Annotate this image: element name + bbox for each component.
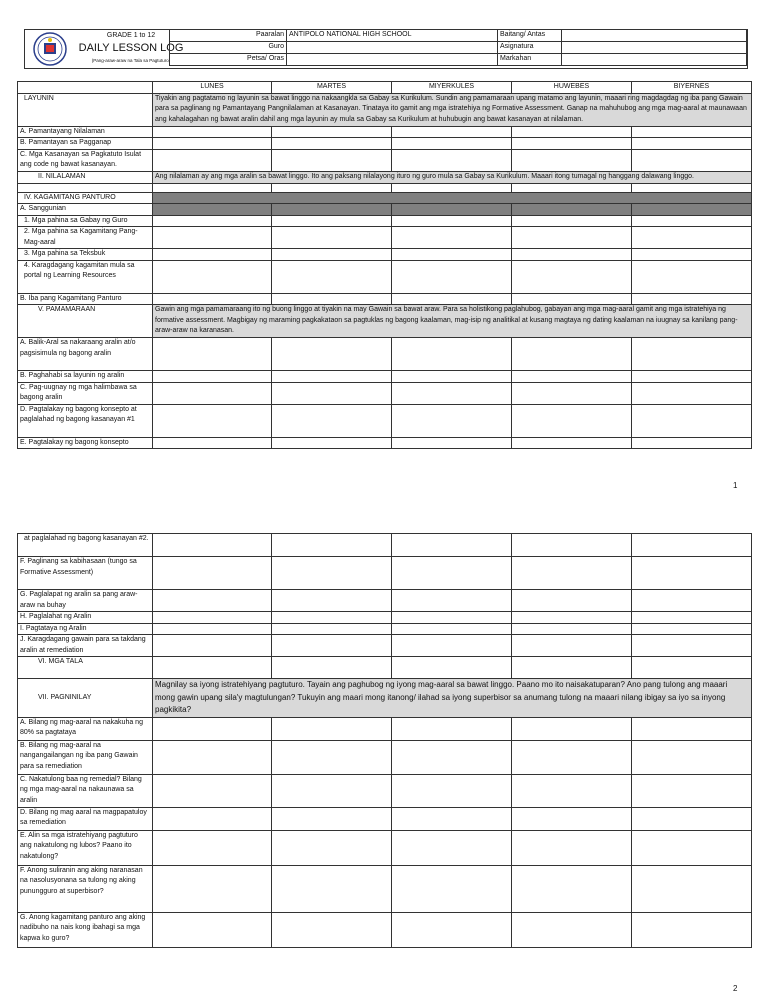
row-label: C. Pag-uugnay ng mga halimbawa sa bagong aralin [18, 382, 153, 404]
school-value: ANTIPOLO NATIONAL HIGH SCHOOL [287, 30, 498, 42]
subject-label: Asignatura [498, 42, 562, 54]
sanggunian-row [18, 204, 752, 216]
entry-cell[interactable] [153, 657, 272, 679]
entry-cell[interactable] [153, 382, 272, 404]
pamamaraan-text: Gawin ang mga pamamaraang ito ng buong linggo at tiyakin na may Gawain sa bawat araw. Para sa holistikong paglahubog, gabayan ang mga mag-aaral gamit ang mga istratehiya ng formative assessment. Magbigay ng maraming pagkakataon sa pagtuklas ng bagong kaalaman, mag-isip ng analitikal at kusang magtaya ng dating kaalaman na iuugnay sa kanilang pang-araw-araw na karanasan. [153, 305, 752, 338]
kagamitan-label: IV. KAGAMITANG PANTURO [18, 192, 153, 204]
entry-cell[interactable] [512, 774, 632, 807]
entry-cell[interactable] [392, 149, 512, 171]
lesson-log-table-page1 [17, 81, 752, 449]
entry-cell[interactable] [153, 371, 272, 383]
subject-value [562, 42, 747, 54]
row-label: A. Bilang ng mag-aaral na nakakuha ng 80% sa pagtataya [18, 717, 153, 740]
row-label: H. Paglalahat ng Aralin [18, 612, 153, 624]
entry-cell[interactable] [632, 215, 752, 227]
kagamitan-row [18, 192, 752, 204]
row-label: B. Pamantayan sa Pagganap [18, 138, 153, 150]
pamamaraan-label: V. PAMAMARAAN [18, 305, 153, 338]
entry-cell[interactable] [632, 338, 752, 371]
grade-level-value [562, 30, 747, 42]
table-row [18, 260, 752, 293]
spacer-row [18, 183, 752, 192]
entry-cell[interactable] [512, 437, 632, 449]
day-thursday: HUWEBES [512, 82, 632, 94]
header-row [170, 42, 747, 54]
entry-cell[interactable] [153, 338, 272, 371]
entry-cell[interactable] [392, 807, 512, 830]
table-row [18, 138, 752, 150]
entry-cell[interactable] [512, 126, 632, 138]
entry-cell[interactable] [272, 912, 392, 947]
table-row [18, 371, 752, 383]
table-row [18, 865, 752, 912]
entry-cell[interactable] [153, 774, 272, 807]
day-friday: BIYERNES [632, 82, 752, 94]
entry-cell[interactable] [392, 912, 512, 947]
pagninilay-row [18, 679, 752, 718]
header-row [170, 30, 747, 42]
entry-cell[interactable] [272, 338, 392, 371]
kagamitan-fill [153, 192, 752, 204]
row-label: G. Paglalapat ng aralin sa pang araw-araw na buhay [18, 590, 153, 612]
entry-cell[interactable] [272, 249, 392, 261]
entry-cell[interactable] [512, 557, 632, 590]
entry-cell[interactable] [272, 149, 392, 171]
entry-cell[interactable] [153, 249, 272, 261]
blank-cell [512, 183, 632, 192]
entry-cell[interactable] [512, 865, 632, 912]
day-header-row [18, 82, 752, 94]
entry-cell[interactable] [153, 557, 272, 590]
entry-cell[interactable] [153, 215, 272, 227]
blank-cell [392, 183, 512, 192]
table-row [18, 293, 752, 305]
entry-cell[interactable] [272, 215, 392, 227]
table-row [18, 912, 752, 947]
table-row [18, 437, 752, 449]
entry-cell[interactable] [632, 138, 752, 150]
entry-cell[interactable] [272, 138, 392, 150]
entry-cell[interactable] [272, 740, 392, 774]
date-time-value [287, 54, 498, 66]
nilalaman-label: II. NILALAMAN [18, 171, 153, 183]
entry-cell[interactable] [632, 437, 752, 449]
entry-cell[interactable] [512, 657, 632, 679]
table-row [18, 612, 752, 624]
entry-cell[interactable] [272, 404, 392, 437]
entry-cell[interactable] [512, 807, 632, 830]
table-row [18, 404, 752, 437]
entry-cell[interactable] [632, 126, 752, 138]
row-label: J. Karagdagang gawain para sa takdang aralin at remediation [18, 635, 153, 657]
document-title: DAILY LESSON LOG [78, 42, 184, 54]
entry-cell[interactable] [392, 657, 512, 679]
entry-cell[interactable] [512, 215, 632, 227]
entry-cell[interactable] [512, 249, 632, 261]
table-row [18, 215, 752, 227]
layunin-text: Tiyakin ang pagtatamo ng layunin sa bawat linggo na nakaangkla sa Gabay sa Kurikulum. Sundin ang pamamaraan upang matamo ang layunin, maaari ring magdagdag ng iba pang Gawain para sa paglinang ng Pamantayang Pangnilalaman at Kasanayan. Tinataya ito gamit ang mga istratehiya ng Formative Assessment. Ganap na mahuhubog ang mga mag-aaral at maunawaan ang kahalagahan ng bawat aralin dahil ang mga layunin ay mula sa Gabay sa Kurikulum at huhubugin ang bawat kasanayan at nilalaman. [153, 93, 752, 126]
entry-cell[interactable] [272, 260, 392, 293]
entry-cell[interactable] [153, 126, 272, 138]
row-label: B. Bilang ng mag-aaral na nangangailangan ng iba pang Gawain para sa remediation [18, 740, 153, 774]
entry-cell[interactable] [272, 717, 392, 740]
table-row [18, 807, 752, 830]
entry-cell[interactable] [153, 623, 272, 635]
entry-cell[interactable] [272, 774, 392, 807]
row-label: F. Paglinang sa kabihasaan (tungo sa Formative Assessment) [18, 557, 153, 590]
row-label: 2. Mga pahina sa Kagamitang Pang-Mag-aaral [18, 227, 153, 249]
entry-cell[interactable] [392, 260, 512, 293]
sanggunian-label: A. Sanggunian [18, 204, 153, 216]
entry-cell[interactable] [512, 382, 632, 404]
table-row [18, 249, 752, 261]
pamamaraan-row [18, 305, 752, 338]
entry-cell[interactable] [392, 774, 512, 807]
quarter-label: Markahan [498, 54, 562, 66]
quarter-value [562, 54, 747, 66]
entry-cell[interactable] [392, 126, 512, 138]
entry-cell[interactable] [392, 227, 512, 249]
entry-cell[interactable] [632, 912, 752, 947]
teacher-value [287, 42, 498, 54]
entry-cell[interactable] [272, 612, 392, 624]
entry-cell[interactable] [632, 534, 752, 557]
mga-tala-row [18, 657, 752, 679]
entry-cell[interactable] [153, 635, 272, 657]
entry-cell[interactable] [153, 149, 272, 171]
entry-cell[interactable] [632, 249, 752, 261]
blank-cell [272, 183, 392, 192]
entry-cell[interactable] [632, 623, 752, 635]
row-label: C. Mga Kasanayan sa Pagkatuto Isulat ang code ng bawat kasanayan. [18, 149, 153, 171]
entry-cell[interactable] [153, 830, 272, 865]
entry-cell[interactable] [392, 437, 512, 449]
entry-cell[interactable] [512, 404, 632, 437]
entry-cell[interactable] [512, 623, 632, 635]
entry-cell[interactable] [512, 635, 632, 657]
entry-cell[interactable] [392, 215, 512, 227]
table-row [18, 623, 752, 635]
entry-cell[interactable] [632, 807, 752, 830]
entry-cell[interactable] [153, 590, 272, 612]
header-fields-table [169, 29, 747, 66]
entry-cell[interactable] [392, 534, 512, 557]
table-row [18, 590, 752, 612]
entry-cell[interactable] [272, 437, 392, 449]
shaded-cell [153, 204, 272, 216]
entry-cell[interactable] [272, 590, 392, 612]
row-label: A. Pamantayang Nilalaman [18, 126, 153, 138]
page-number-1: 1 [733, 481, 738, 490]
entry-cell[interactable] [632, 590, 752, 612]
entry-cell[interactable] [153, 807, 272, 830]
entry-cell[interactable] [153, 717, 272, 740]
entry-cell[interactable] [632, 371, 752, 383]
entry-cell[interactable] [632, 382, 752, 404]
entry-cell[interactable] [632, 149, 752, 171]
entry-cell[interactable] [632, 404, 752, 437]
entry-cell[interactable] [392, 404, 512, 437]
entry-cell[interactable] [512, 149, 632, 171]
entry-cell[interactable] [632, 612, 752, 624]
row-label: 3. Mga pahina sa Teksbuk [18, 249, 153, 261]
entry-cell[interactable] [153, 865, 272, 912]
table-row [18, 830, 752, 865]
entry-cell[interactable] [392, 338, 512, 371]
grade-label: GRADE 1 to 12 [106, 32, 156, 39]
entry-cell[interactable] [512, 590, 632, 612]
nilalaman-text: Ang nilalaman ay ang mga aralin sa bawat linggo. Ito ang paksang nilalayong ituro ng guro mula sa Gabay sa Kurikulum. Maaari itong tumagal ng hanggang dalawang linggo. [153, 171, 752, 183]
pagninilay-label: VII. PAGNINILAY [18, 679, 153, 718]
table-row [18, 149, 752, 171]
entry-cell[interactable] [272, 865, 392, 912]
row-label: at paglalahad ng bagong kasanayan #2. [18, 534, 153, 557]
entry-cell[interactable] [632, 774, 752, 807]
entry-cell[interactable] [392, 590, 512, 612]
entry-cell[interactable] [632, 557, 752, 590]
entry-cell[interactable] [272, 830, 392, 865]
row-label: E. Pagtalakay ng bagong konsepto [18, 437, 153, 449]
nilalaman-row [18, 171, 752, 183]
day-monday: LUNES [153, 82, 272, 94]
entry-cell[interactable] [153, 138, 272, 150]
entry-cell[interactable] [153, 912, 272, 947]
entry-cell[interactable] [153, 534, 272, 557]
row-label: 4. Karagdagang kagamitan mula sa portal ng Learning Resources [18, 260, 153, 293]
entry-cell[interactable] [272, 534, 392, 557]
page-number-2: 2 [733, 984, 738, 993]
row-label: B. Paghahabi sa layunin ng aralin [18, 371, 153, 383]
table-row [18, 717, 752, 740]
entry-cell[interactable] [632, 865, 752, 912]
table-row [18, 126, 752, 138]
entry-cell[interactable] [512, 612, 632, 624]
entry-cell[interactable] [392, 717, 512, 740]
entry-cell[interactable] [512, 717, 632, 740]
entry-cell[interactable] [392, 138, 512, 150]
entry-cell[interactable] [272, 382, 392, 404]
entry-cell[interactable] [392, 557, 512, 590]
entry-cell[interactable] [392, 740, 512, 774]
layunin-row [18, 93, 752, 126]
shaded-cell [392, 204, 512, 216]
entry-cell[interactable] [153, 612, 272, 624]
table-row [18, 534, 752, 557]
row-label: C. Nakatulong baa ng remedial? Bilang ng mga mag-aaral na nakaunawa sa aralin [18, 774, 153, 807]
row-label: 1. Mga pahina sa Gabay ng Guro [18, 215, 153, 227]
entry-cell[interactable] [632, 717, 752, 740]
row-label: D. Bilang ng mag aaral na magpapatuloy sa remediation [18, 807, 153, 830]
entry-cell[interactable] [392, 371, 512, 383]
entry-cell[interactable] [392, 612, 512, 624]
table-row [18, 635, 752, 657]
entry-cell[interactable] [153, 404, 272, 437]
entry-cell[interactable] [512, 338, 632, 371]
table-row [18, 338, 752, 371]
day-tuesday: MARTES [272, 82, 392, 94]
entry-cell[interactable] [512, 830, 632, 865]
entry-cell[interactable] [272, 371, 392, 383]
school-label: Paaralan [170, 30, 287, 42]
deped-seal-icon [33, 32, 67, 66]
table-row [18, 227, 752, 249]
entry-cell[interactable] [512, 534, 632, 557]
shaded-cell [512, 204, 632, 216]
entry-cell[interactable] [153, 740, 272, 774]
header-row [170, 54, 747, 66]
entry-cell[interactable] [392, 293, 512, 305]
row-label: I. Pagtataya ng Aralin [18, 623, 153, 635]
entry-cell[interactable] [272, 807, 392, 830]
layunin-label: LAYUNIN [18, 93, 153, 126]
entry-cell[interactable] [512, 912, 632, 947]
entry-cell[interactable] [153, 260, 272, 293]
entry-cell[interactable] [512, 371, 632, 383]
blank-cell [18, 82, 153, 94]
entry-cell[interactable] [632, 260, 752, 293]
row-label: A. Balik-Aral sa nakaraang aralin at/o pagsisimula ng bagong aralin [18, 338, 153, 371]
entry-cell[interactable] [632, 657, 752, 679]
entry-cell[interactable] [272, 227, 392, 249]
teacher-label: Guro [170, 42, 287, 54]
entry-cell[interactable] [392, 865, 512, 912]
entry-cell[interactable] [272, 657, 392, 679]
row-label: E. Alin sa mga istratehiyang pagtuturo ang nakatulong ng lubos? Paano ito nakatulong? [18, 830, 153, 865]
entry-cell[interactable] [272, 557, 392, 590]
table-row [18, 382, 752, 404]
pagninilay-text: Magnilay sa iyong istratehiyang pagtuturo. Tayain ang paghubog ng iyong mag-aaral sa bawat linggo. Paano mo ito naisakatuparan? Ano pang tulong ang maaari mong gawin upang sila'y magtulungan? Tukuyin ang maari mong itanong/ ilahad sa iyong superbisor sa anumang tulong na maaari nilang ibigay sa iyo sa inyong pagkikita? [153, 679, 752, 718]
document-subtitle: (Pang-araw-araw na Tala sa Pagtuturo) [91, 58, 171, 63]
row-label: G. Anong kagamitang panturo ang aking nadibuho na nais kong ibahagi sa mga kapwa ko guro? [18, 912, 153, 947]
entry-cell[interactable] [632, 227, 752, 249]
shaded-cell [632, 204, 752, 216]
shaded-cell [272, 204, 392, 216]
entry-cell[interactable] [632, 740, 752, 774]
entry-cell[interactable] [392, 382, 512, 404]
entry-cell[interactable] [272, 126, 392, 138]
entry-cell[interactable] [272, 293, 392, 305]
entry-cell[interactable] [153, 227, 272, 249]
row-label: D. Pagtalakay ng bagong konsepto at paglalahad ng bagong kasanayan #1 [18, 404, 153, 437]
mga-tala-label: VI. MGA TALA [18, 657, 153, 679]
entry-cell[interactable] [392, 635, 512, 657]
entry-cell[interactable] [512, 227, 632, 249]
table-row [18, 740, 752, 774]
row-label: B. Iba pang Kagamitang Panturo [18, 293, 153, 305]
entry-cell[interactable] [512, 740, 632, 774]
date-time-label: Petsa/ Oras [170, 54, 287, 66]
entry-cell[interactable] [392, 249, 512, 261]
entry-cell[interactable] [153, 437, 272, 449]
blank-cell [153, 183, 272, 192]
row-label: F. Anong suliranin ang aking naranasan na nasolusyonana sa tulong ng aking punungguro at superbisor? [18, 865, 153, 912]
entry-cell[interactable] [632, 293, 752, 305]
entry-cell[interactable] [632, 635, 752, 657]
entry-cell[interactable] [512, 293, 632, 305]
grade-level-label: Baitang/ Antas [498, 30, 562, 42]
entry-cell[interactable] [512, 260, 632, 293]
entry-cell[interactable] [392, 830, 512, 865]
day-wednesday: MIYERKULES [392, 82, 512, 94]
entry-cell[interactable] [392, 623, 512, 635]
entry-cell[interactable] [512, 138, 632, 150]
table-row [18, 774, 752, 807]
entry-cell[interactable] [272, 623, 392, 635]
blank-cell [632, 183, 752, 192]
entry-cell[interactable] [632, 830, 752, 865]
lesson-log-table-page2 [17, 533, 752, 948]
blank-cell [18, 183, 153, 192]
entry-cell[interactable] [272, 635, 392, 657]
entry-cell[interactable] [153, 293, 272, 305]
table-row [18, 557, 752, 590]
